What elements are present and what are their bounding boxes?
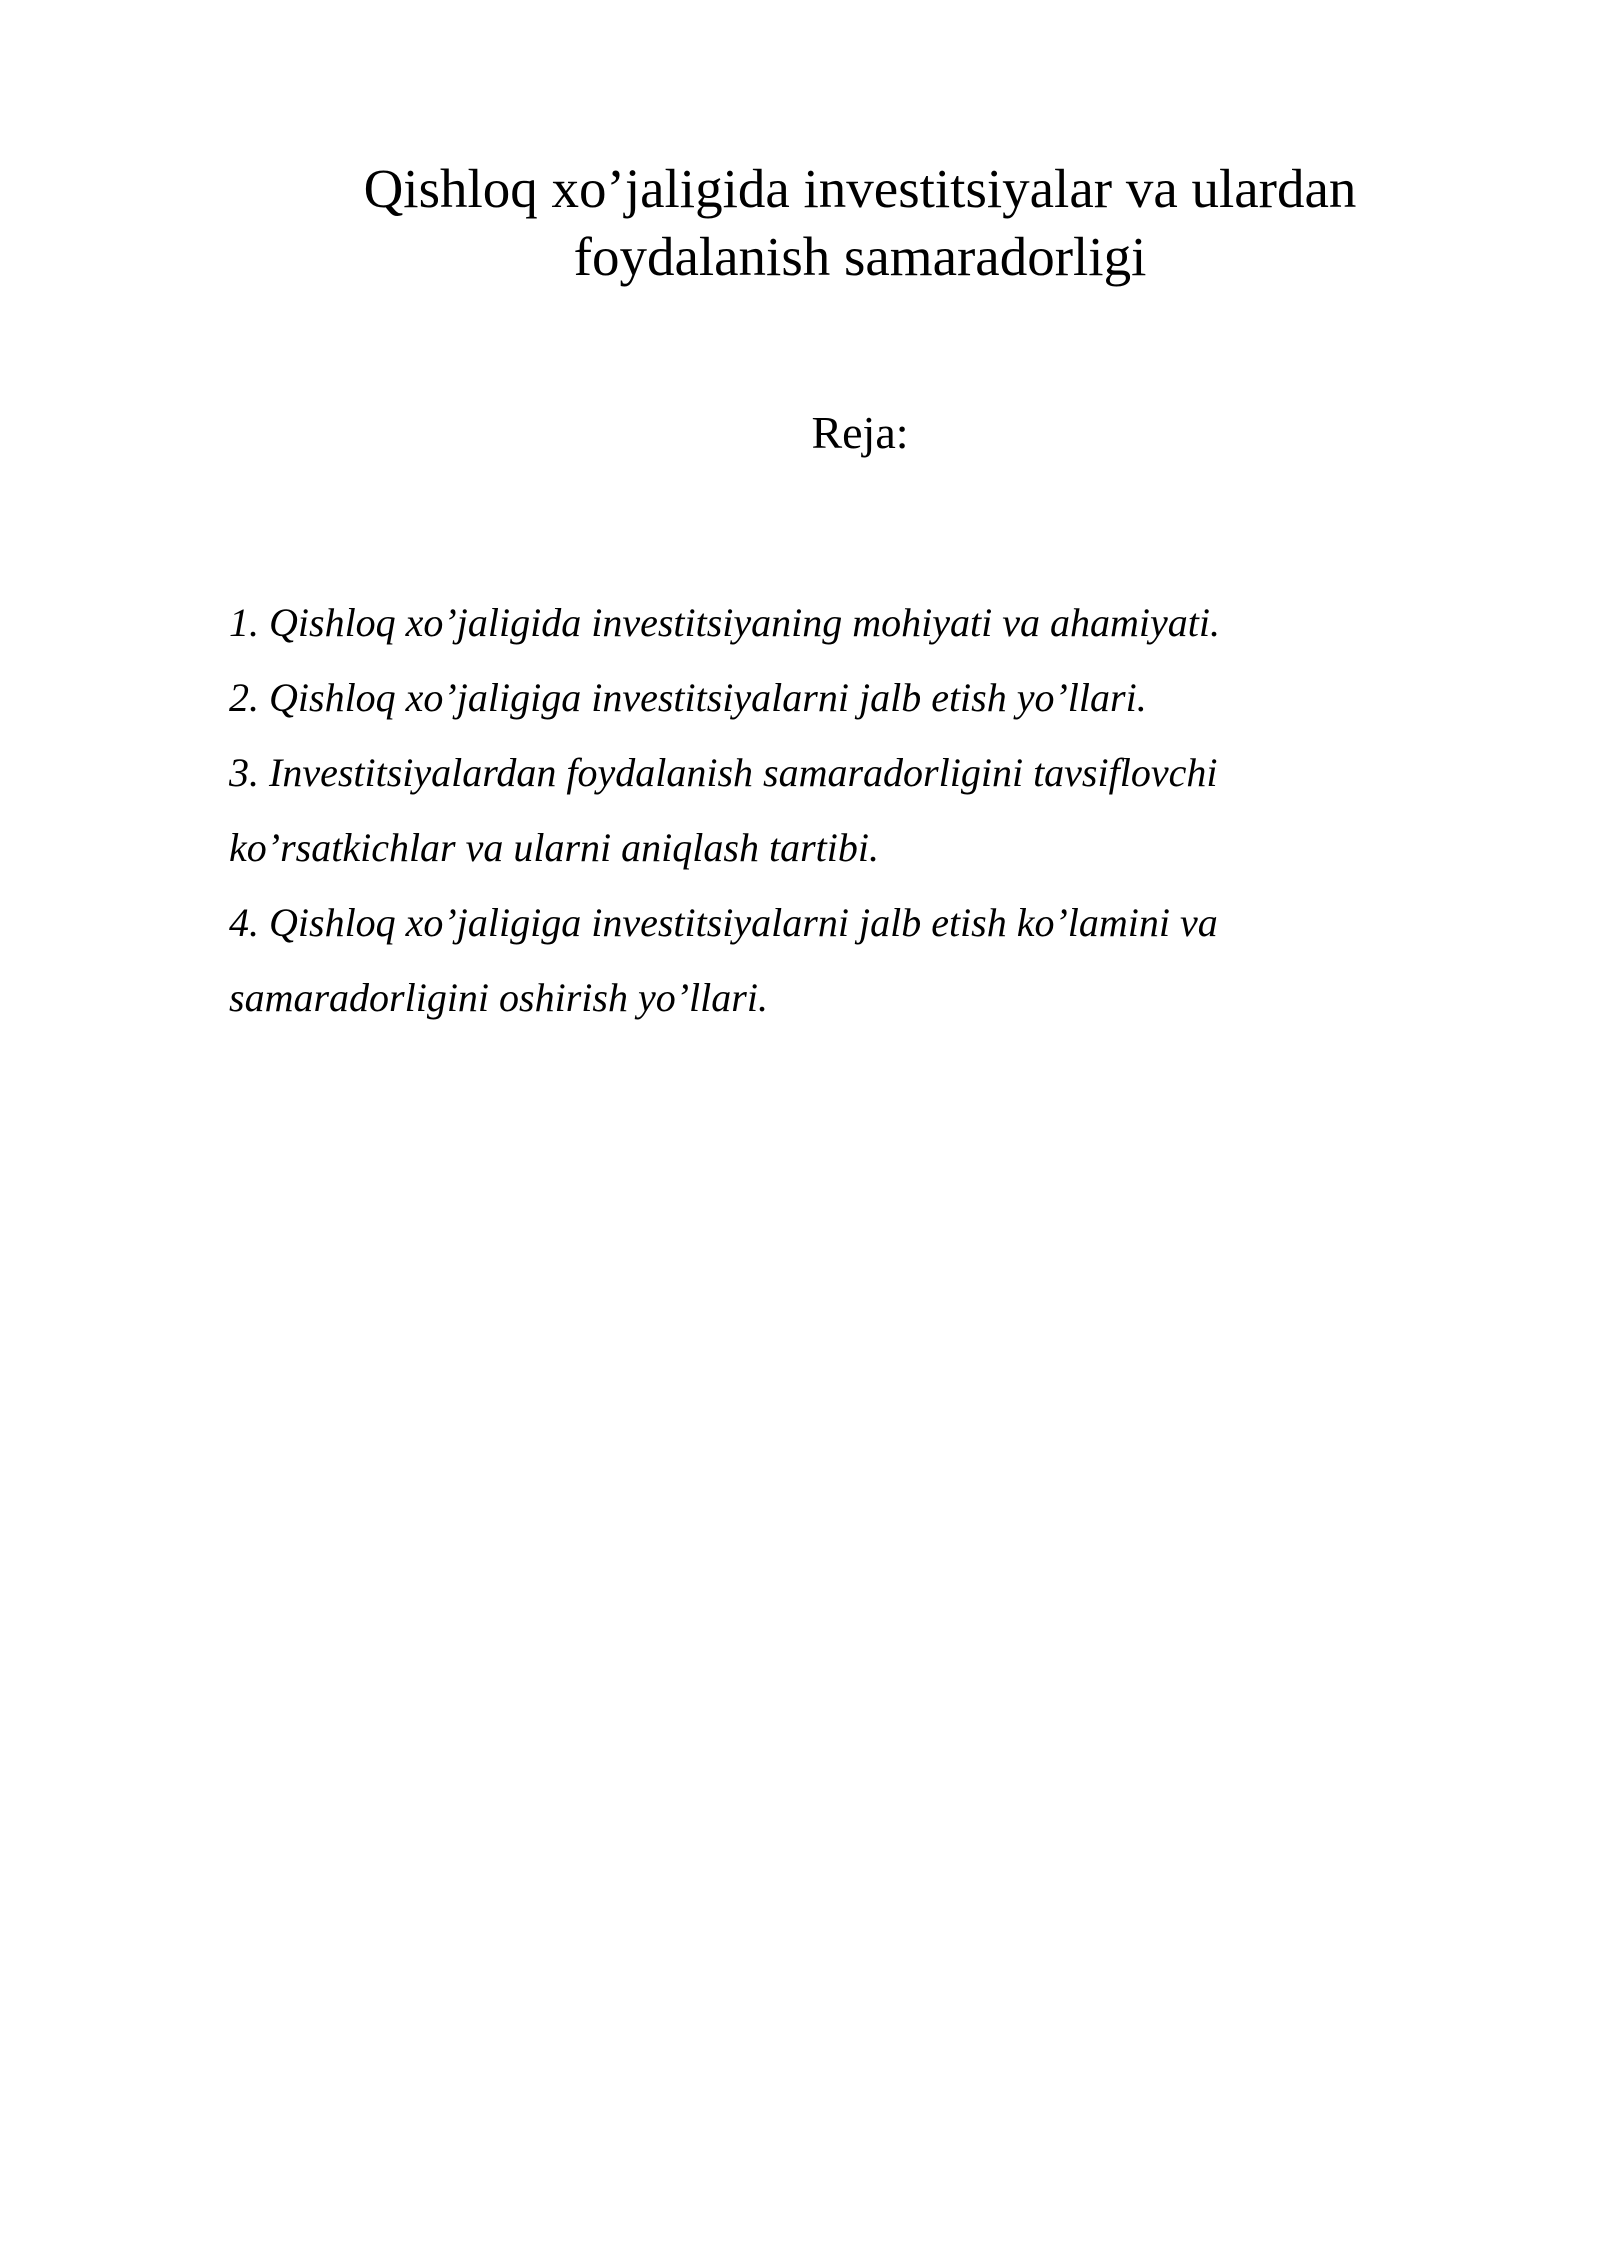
document-title [230, 155, 1490, 291]
plan-item-1: 1. Qishloq xo’jaligida investitsiyaning mohiyati va ahamiyati. [229, 600, 1220, 645]
plan-item-2: 2. Qishloq xo’jaligiga investitsiyalarni jalb etish yo’llari. [229, 675, 1147, 720]
plan-item-4-line-2: samaradorligini oshirish yo’llari. [229, 975, 768, 1020]
plan-item-4-line-1: 4. Qishloq xo’jaligiga investitsiyalarni jalb etish ko’lamini va [229, 900, 1218, 945]
plan-list [229, 585, 1379, 1035]
title-line-1: Qishloq xo’jaligida investitsiyalar va ulardan [363, 158, 1357, 219]
plan-item-3-line-2: ko’rsatkichlar va ularni aniqlash tartibi. [229, 825, 879, 870]
plan-heading: Reja: [811, 407, 909, 458]
plan-item-3-line-1: 3. Investitsiyalardan foydalanish samaradorligini tavsiflovchi [229, 750, 1218, 795]
title-line-2: foydalanish samaradorligi [573, 226, 1147, 287]
